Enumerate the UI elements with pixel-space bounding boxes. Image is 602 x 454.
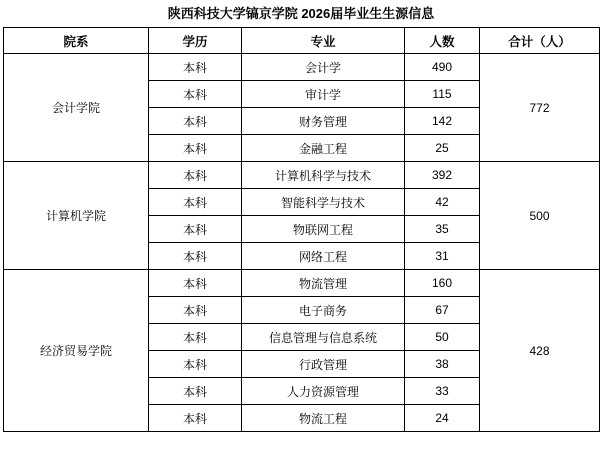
cell-count: 42	[405, 189, 480, 216]
cell-education: 本科	[149, 189, 242, 216]
cell-major: 人力资源管理	[242, 378, 405, 405]
cell-major: 审计学	[242, 81, 405, 108]
cell-count: 31	[405, 243, 480, 270]
cell-major: 物流管理	[242, 270, 405, 297]
cell-major: 物联网工程	[242, 216, 405, 243]
cell-count: 35	[405, 216, 480, 243]
cell-major: 行政管理	[242, 351, 405, 378]
cell-department: 经济贸易学院	[4, 270, 149, 432]
cell-total: 500	[480, 162, 600, 270]
cell-count: 392	[405, 162, 480, 189]
cell-count: 490	[405, 54, 480, 81]
cell-count: 38	[405, 351, 480, 378]
cell-count: 142	[405, 108, 480, 135]
cell-education: 本科	[149, 135, 242, 162]
page-title: 陕西科技大学镐京学院 2026届毕业生生源信息	[167, 6, 435, 21]
cell-count: 33	[405, 378, 480, 405]
table-header-row	[4, 28, 600, 54]
cell-total: 428	[480, 270, 600, 432]
cell-major: 计算机科学与技术	[242, 162, 405, 189]
cell-count: 24	[405, 405, 480, 432]
cell-education: 本科	[149, 297, 242, 324]
cell-education: 本科	[149, 270, 242, 297]
table-row	[4, 162, 600, 189]
cell-education: 本科	[149, 108, 242, 135]
cell-education: 本科	[149, 351, 242, 378]
cell-department: 会计学院	[4, 54, 149, 162]
graduate-source-table	[3, 27, 600, 432]
cell-education: 本科	[149, 378, 242, 405]
column-header-count: 人数	[405, 28, 480, 54]
cell-major: 金融工程	[242, 135, 405, 162]
cell-major: 信息管理与信息系统	[242, 324, 405, 351]
cell-major: 网络工程	[242, 243, 405, 270]
cell-major: 智能科学与技术	[242, 189, 405, 216]
cell-major: 电子商务	[242, 297, 405, 324]
cell-department: 计算机学院	[4, 162, 149, 270]
cell-major: 会计学	[242, 54, 405, 81]
cell-total: 772	[480, 54, 600, 162]
column-header-major: 专业	[242, 28, 405, 54]
cell-education: 本科	[149, 216, 242, 243]
table-row	[4, 54, 600, 81]
cell-education: 本科	[149, 81, 242, 108]
cell-major: 财务管理	[242, 108, 405, 135]
cell-major: 物流工程	[242, 405, 405, 432]
cell-education: 本科	[149, 324, 242, 351]
cell-count: 25	[405, 135, 480, 162]
table-row	[4, 270, 600, 297]
table-header	[4, 28, 600, 54]
cell-education: 本科	[149, 243, 242, 270]
cell-education: 本科	[149, 54, 242, 81]
cell-education: 本科	[149, 162, 242, 189]
column-header-education: 学历	[149, 28, 242, 54]
cell-count: 50	[405, 324, 480, 351]
column-header-total: 合计（人）	[480, 28, 600, 54]
cell-count: 115	[405, 81, 480, 108]
cell-count: 160	[405, 270, 480, 297]
cell-count: 67	[405, 297, 480, 324]
column-header-department: 院系	[4, 28, 149, 54]
table-body	[4, 54, 600, 432]
cell-education: 本科	[149, 405, 242, 432]
